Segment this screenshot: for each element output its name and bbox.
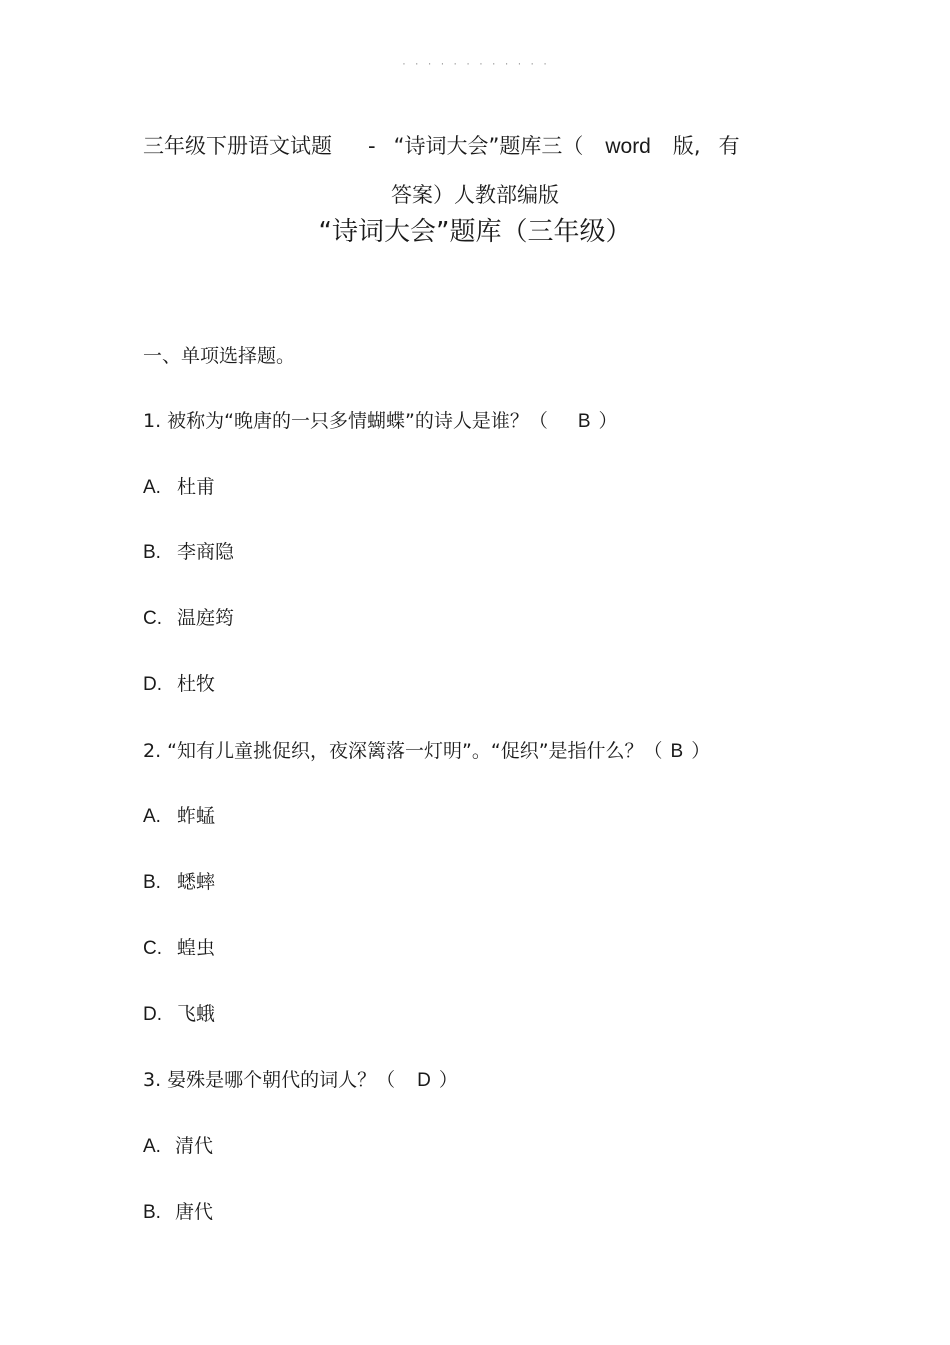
title-word: word bbox=[605, 135, 651, 158]
title-dash: - bbox=[368, 134, 376, 158]
title-part-4: 有 bbox=[718, 134, 740, 158]
option-prefix: A. bbox=[143, 1136, 161, 1157]
question-2-option-d bbox=[143, 999, 215, 1030]
option-text: 杜甫 bbox=[177, 476, 216, 498]
question-stem-text: 2. “知有儿童挑促织，夜深篱落一灯明”。“促织”是指什么？（ bbox=[143, 740, 663, 762]
option-prefix: D. bbox=[143, 1004, 162, 1025]
option-prefix: C. bbox=[143, 938, 162, 959]
question-2-option-a bbox=[143, 801, 215, 832]
question-2-stem bbox=[143, 736, 710, 767]
question-stem-text: 3. 晏殊是哪个朝代的词人？（ bbox=[143, 1069, 396, 1091]
option-text: 蝗虫 bbox=[177, 937, 216, 959]
option-text: 蟋蟀 bbox=[177, 871, 216, 893]
question-stem-text: 1. 被称为“晚唐的一只多情蝴蝶”的诗人是谁？（ bbox=[143, 410, 548, 432]
question-answer: D bbox=[417, 1070, 431, 1091]
question-answer: B bbox=[670, 741, 684, 762]
title-part-1: 三年级下册语文试题 bbox=[143, 134, 332, 158]
option-prefix: B. bbox=[143, 1202, 161, 1223]
question-2-option-b bbox=[143, 867, 215, 898]
question-1-option-a bbox=[143, 472, 215, 503]
question-3-option-a bbox=[143, 1131, 213, 1162]
question-3-stem bbox=[143, 1065, 458, 1096]
question-1-option-c bbox=[143, 603, 234, 634]
option-prefix: B. bbox=[143, 872, 161, 893]
question-close-paren: ） bbox=[598, 410, 618, 432]
option-text: 蚱蜢 bbox=[177, 805, 216, 827]
section-heading: 一、单项选择题。 bbox=[143, 345, 296, 367]
page-header-dots: · · · · · · · · · · · · bbox=[401, 60, 549, 70]
option-prefix: D. bbox=[143, 674, 162, 695]
option-text: 飞蛾 bbox=[177, 1003, 216, 1025]
option-prefix: A. bbox=[143, 477, 161, 498]
question-1-option-d bbox=[143, 669, 215, 700]
option-text: 杜牧 bbox=[177, 673, 216, 695]
option-prefix: C. bbox=[143, 608, 162, 629]
question-close-paren: ） bbox=[691, 740, 711, 762]
question-1-option-b bbox=[143, 537, 234, 568]
question-close-paren: ） bbox=[438, 1069, 458, 1091]
option-text: 李商隐 bbox=[177, 541, 235, 563]
document-title-line-1 bbox=[143, 128, 803, 165]
option-prefix: B. bbox=[143, 542, 161, 563]
title-part-2: “诗词大会”题库三（ bbox=[393, 134, 584, 158]
question-answer: B bbox=[577, 411, 591, 432]
document-subtitle: “诗词大会”题库（三年级） bbox=[318, 217, 632, 247]
question-1-stem bbox=[143, 406, 618, 437]
title-part-3: 版, bbox=[672, 134, 701, 158]
question-2-option-c bbox=[143, 933, 215, 964]
option-text: 清代 bbox=[175, 1135, 214, 1157]
option-text: 温庭筠 bbox=[177, 607, 235, 629]
question-3-option-b bbox=[143, 1197, 213, 1228]
option-prefix: A. bbox=[143, 806, 161, 827]
document-title-line-2: 答案）人教部编版 bbox=[391, 183, 559, 207]
option-text: 唐代 bbox=[175, 1201, 214, 1223]
